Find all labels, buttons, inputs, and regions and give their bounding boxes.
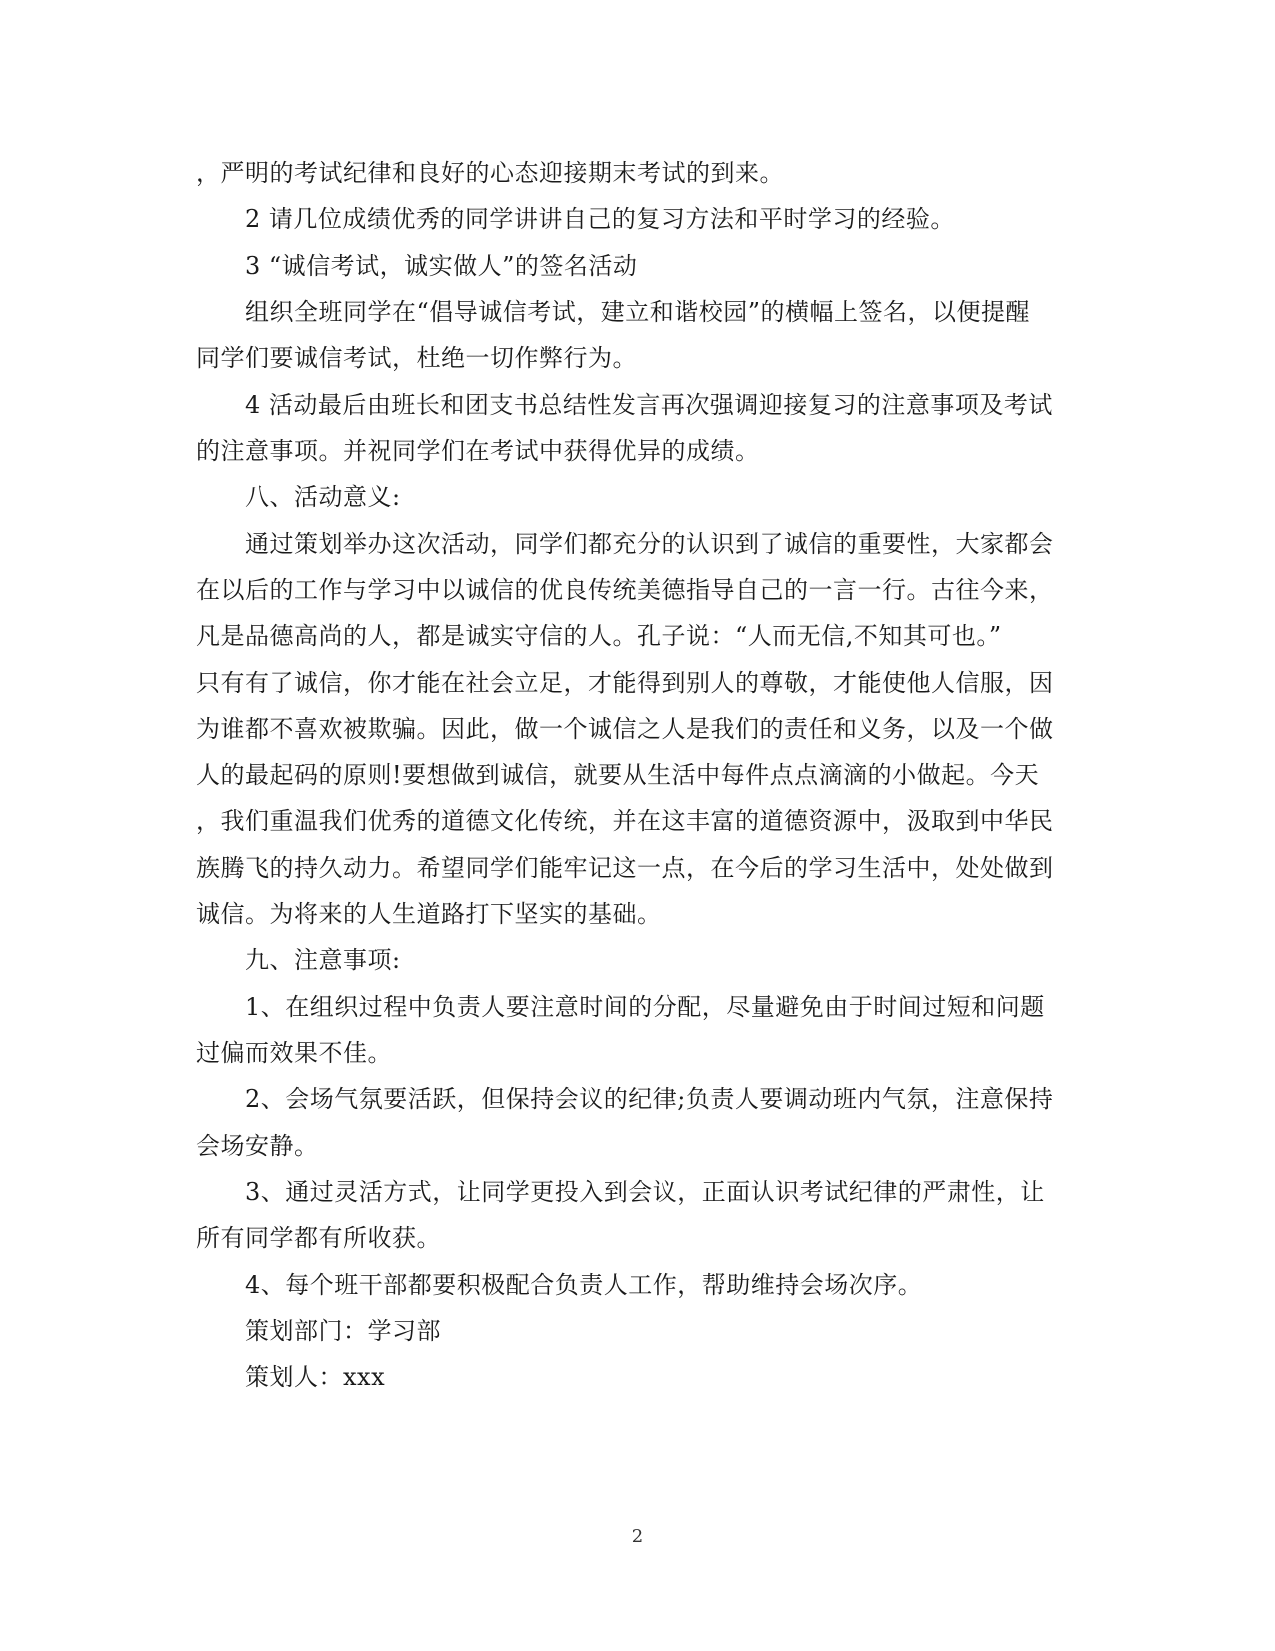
text-line: 人的最起码的原则!要想做到诚信，就要从生活中每件点点滴滴的小做起。今天 xyxy=(196,761,1040,789)
text-line: 凡是品德高尚的人，都是诚实守信的人。孔子说：“人而无信,不知其可也。” xyxy=(196,622,1002,650)
text-line: 同学们要诚信考试，杜绝一切作弊行为。 xyxy=(196,344,637,372)
text-line: 过偏而效果不佳。 xyxy=(196,1039,392,1067)
text-line: 诚信。为将来的人生道路打下坚实的基础。 xyxy=(196,900,662,928)
text-line: ，严明的考试纪律和良好的心态迎接期末考试的到来。 xyxy=(196,159,784,187)
text-line: 的注意事项。并祝同学们在考试中获得优异的成绩。 xyxy=(196,437,760,465)
text-line: 3 “诚信考试，诚实做人”的签名活动 xyxy=(245,252,638,280)
text-line: 族腾飞的持久动力。希望同学们能牢记这一点，在今后的学习生活中，处处做到 xyxy=(196,854,1054,882)
text-line: 会场安静。 xyxy=(196,1132,319,1160)
text-line: 4、每个班干部都要积极配合负责人工作，帮助维持会场次序。 xyxy=(245,1271,923,1299)
text-line: 策划人：xxx xyxy=(245,1363,386,1391)
text-line: 所有同学都有所收获。 xyxy=(196,1224,441,1252)
text-line: ，我们重温我们优秀的道德文化传统，并在这丰富的道德资源中，汲取到中华民 xyxy=(196,807,1054,835)
text-line: 在以后的工作与学习中以诚信的优良传统美德指导自己的一言一行。古往今来， xyxy=(196,576,1054,604)
page-number: 2 xyxy=(631,1526,644,1547)
text-line: 3、通过灵活方式，让同学更投入到会议，正面认识考试纪律的严肃性，让 xyxy=(245,1178,1045,1206)
text-line: 组织全班同学在“倡导诚信考试，建立和谐校园”的横幅上签名，以便提醒 xyxy=(245,298,1031,326)
text-line: 策划部门：学习部 xyxy=(245,1317,441,1345)
text-line: 2、会场气氛要活跃，但保持会议的纪律;负责人要调动班内气氛，注意保持 xyxy=(245,1085,1054,1113)
section-heading: 八、活动意义: xyxy=(245,483,401,511)
text-line: 1、在组织过程中负责人要注意时间的分配，尽量避免由于时间过短和问题 xyxy=(245,993,1045,1021)
text-line: 为谁都不喜欢被欺骗。因此，做一个诚信之人是我们的责任和义务，以及一个做 xyxy=(196,715,1054,743)
text-line: 4 活动最后由班长和团支书总结性发言再次强调迎接复习的注意事项及考试 xyxy=(245,391,1053,419)
text-line: 只有有了诚信，你才能在社会立足，才能得到别人的尊敬，才能使他人信服，因 xyxy=(196,669,1054,697)
text-line: 2 请几位成绩优秀的同学讲讲自己的复习方法和平时学习的经验。 xyxy=(245,205,955,233)
text-line: 通过策划举办这次活动，同学们都充分的认识到了诚信的重要性，大家都会 xyxy=(245,530,1054,558)
section-heading: 九、注意事项: xyxy=(245,946,401,974)
